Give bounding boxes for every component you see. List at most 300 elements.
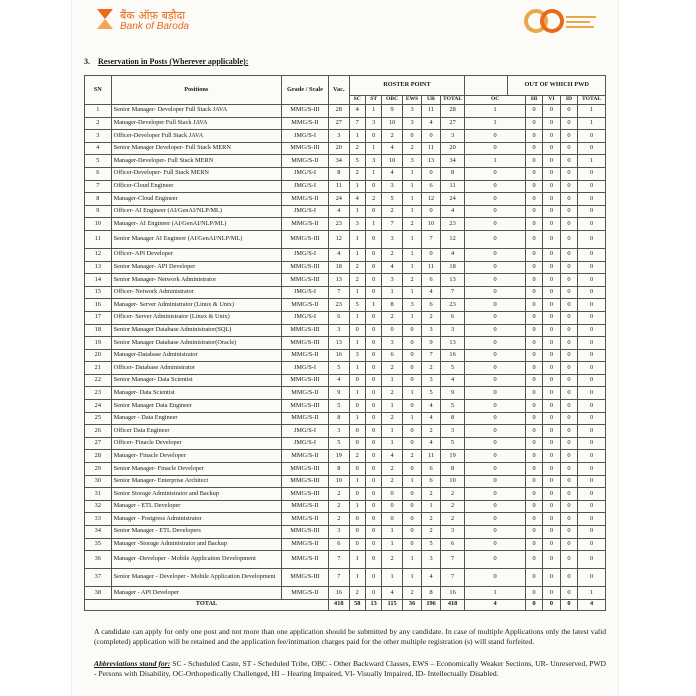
cell-pwd-hi: 0: [525, 142, 542, 155]
cell-roster-total: 7: [440, 286, 465, 299]
cell-vac: 13: [329, 337, 350, 350]
cell-roster-obc: 4: [382, 167, 403, 180]
cell-grade: MMG/S-III: [281, 324, 328, 337]
cell-pwd-hi: 0: [525, 337, 542, 350]
cell-roster-ews: 3: [402, 117, 421, 130]
table-row: [85, 513, 606, 526]
cell-pwd-total: 0: [578, 488, 606, 501]
cell-grade: MMG/S-III: [281, 261, 328, 274]
cell-roster-st: 0: [365, 130, 381, 143]
cell-vac: 19: [329, 450, 350, 463]
cell-roster-total: 23: [440, 218, 465, 231]
cell-grade: MMG/S-II: [281, 450, 328, 463]
cell-roster-ews: 0: [402, 463, 421, 476]
cell-roster-st: 0: [365, 463, 381, 476]
cell-pwd-id: 0: [560, 299, 577, 312]
cell-position: Senior Manager - Developer - Mobile Application Development: [111, 569, 281, 587]
cell-pwd-id: 0: [560, 488, 577, 501]
cell-pwd-hi: 0: [525, 105, 542, 118]
cell-roster-st: 0: [365, 569, 381, 587]
cell-pwd-total: 0: [578, 387, 606, 400]
cell-roster-total: 28: [440, 105, 465, 118]
cell-roster-ur: 8: [422, 587, 440, 600]
cell-roster-total: 19: [440, 450, 465, 463]
cell-roster-obc: 9: [382, 105, 403, 118]
cell-grade: JMG/S-I: [281, 362, 328, 375]
cell-sn: 18: [85, 324, 112, 337]
cell-grade: MMG/S-II: [281, 412, 328, 425]
col-header-pwd-oc: OC: [465, 96, 525, 105]
cell-roster-ews: 0: [402, 374, 421, 387]
cell-pwd-oc: 0: [465, 513, 525, 526]
document-page: [72, 0, 618, 696]
cell-sn: 5: [85, 155, 112, 168]
abbreviations-paragraph: [94, 659, 606, 678]
cell-position: Senior Manager - ETL Developers: [111, 526, 281, 539]
cell-roster-ur: 3: [422, 374, 440, 387]
cell-pwd-vi: 0: [543, 155, 560, 168]
cell-roster-obc: 5: [382, 193, 403, 206]
cell-position: Manager - API Developer: [111, 587, 281, 600]
cell-sn: 24: [85, 400, 112, 413]
cell-pwd-total: 0: [578, 526, 606, 539]
cell-pwd-hi: 0: [525, 400, 542, 413]
cell-roster-obc: 0: [382, 513, 403, 526]
col-header-pwd-id: ID: [560, 96, 577, 105]
cell-pwd-total: 0: [578, 374, 606, 387]
table-row: [85, 500, 606, 513]
cell-vac: 27: [329, 117, 350, 130]
cell-roster-ews: 3: [402, 155, 421, 168]
cell-sn: 30: [85, 475, 112, 488]
cell-roster-st: 0: [365, 180, 381, 193]
cell-vac: 2: [329, 513, 350, 526]
cell-pwd-vi: 0: [543, 437, 560, 450]
cell-roster-sc: 4: [349, 105, 365, 118]
table-row: [85, 551, 606, 569]
cell-roster-ur: 11: [422, 105, 440, 118]
cell-roster-sc: 0: [349, 437, 365, 450]
cell-pwd-total: 0: [578, 286, 606, 299]
header-spacer: [465, 76, 508, 96]
cell-pwd-id: 0: [560, 337, 577, 350]
table-row: [85, 450, 606, 463]
cell-roster-ur: 6: [422, 475, 440, 488]
col-header-pwd-total: TOTAL: [578, 96, 606, 105]
cell-roster-st: 0: [365, 349, 381, 362]
cell-position: Officer- Network Administrator: [111, 286, 281, 299]
cell-pwd-oc: 0: [465, 538, 525, 551]
cell-pwd-vi: 0: [543, 324, 560, 337]
cell-sn: 22: [85, 374, 112, 387]
cell-pwd-vi: 0: [543, 248, 560, 261]
cell-pwd-id: 0: [560, 142, 577, 155]
cell-pwd-id: 0: [560, 261, 577, 274]
cell-roster-sc: 2: [349, 167, 365, 180]
cell-roster-ur: 13: [422, 155, 440, 168]
cell-position: Manager -Developer - Mobile Application Development: [111, 551, 281, 569]
table-row: [85, 324, 606, 337]
cell-roster-ur: 6: [422, 180, 440, 193]
col-header-roster-ur: UR: [422, 96, 440, 105]
cell-sn: 34: [85, 526, 112, 539]
cell-roster-total: 3: [440, 526, 465, 539]
cell-position: Officer- API Developer: [111, 248, 281, 261]
cell-sn: 4: [85, 142, 112, 155]
cell-roster-st: 0: [365, 488, 381, 501]
cell-grade: MMG/S-II: [281, 299, 328, 312]
table-row: [85, 374, 606, 387]
cell-roster-ews: 0: [402, 400, 421, 413]
cell-roster-ews: 0: [402, 362, 421, 375]
cell-roster-total: 6: [440, 538, 465, 551]
table-total-row: [85, 599, 606, 610]
cell-sn: 26: [85, 425, 112, 438]
cell-roster-obc: 4: [382, 450, 403, 463]
cell-grade: MMG/S-II: [281, 193, 328, 206]
cell-pwd-hi: 0: [525, 450, 542, 463]
cell-roster-ur: 6: [422, 463, 440, 476]
cell-pwd-hi: 0: [525, 274, 542, 287]
cell-roster-ur: 4: [422, 117, 440, 130]
cell-roster-st: 0: [365, 311, 381, 324]
table-row: [85, 538, 606, 551]
cell-pwd-hi: 0: [525, 180, 542, 193]
section-heading: Reservation in Posts (Wherever applicable):: [98, 57, 249, 66]
cell-pwd-total: 0: [578, 337, 606, 350]
cell-roster-ur: 5: [422, 538, 440, 551]
cell-vac: 28: [329, 105, 350, 118]
cell-vac: 7: [329, 551, 350, 569]
cell-roster-sc: 2: [349, 261, 365, 274]
cell-grade: MMG/S-II: [281, 500, 328, 513]
cell-roster-total: 24: [440, 193, 465, 206]
cell-grade: MMG/S-III: [281, 475, 328, 488]
table-row: [85, 130, 606, 143]
cell-pwd-total: 0: [578, 412, 606, 425]
cell-position: Senior Storage Administrator and Backup: [111, 488, 281, 501]
cell-pwd-id: 0: [560, 324, 577, 337]
table-row: [85, 261, 606, 274]
cell-roster-ews: 1: [402, 412, 421, 425]
cell-roster-obc: 0: [382, 488, 403, 501]
cell-roster-ews: 0: [402, 437, 421, 450]
cell-roster-sc: 1: [349, 286, 365, 299]
cell-roster-obc: 4: [382, 587, 403, 600]
cell-pwd-total: 0: [578, 274, 606, 287]
table-row: [85, 412, 606, 425]
cell-pwd-total: 0: [578, 349, 606, 362]
cell-roster-total: 13: [440, 274, 465, 287]
cell-grade: MMG/S-II: [281, 117, 328, 130]
cell-roster-ur: 4: [422, 437, 440, 450]
cell-pwd-oc: 0: [465, 400, 525, 413]
cell-pwd-vi: 0: [543, 526, 560, 539]
cell-position: Manager- Data Scientist: [111, 387, 281, 400]
cell-grade: JMG/S-I: [281, 286, 328, 299]
cell-pwd-hi: 0: [525, 261, 542, 274]
cell-grade: JMG/S-I: [281, 425, 328, 438]
cell-roster-st: 3: [365, 117, 381, 130]
cell-pwd-vi: 0: [543, 513, 560, 526]
cell-roster-st: 1: [365, 167, 381, 180]
cell-position: Senior Manager Developer- Full Stack MERN: [111, 142, 281, 155]
cell-roster-obc: 7: [382, 218, 403, 231]
table-row: [85, 117, 606, 130]
cell-grade: MMG/S-II: [281, 587, 328, 600]
cell-roster-obc: 2: [382, 463, 403, 476]
table-row: [85, 362, 606, 375]
cell-total-roster-ur: 196: [422, 599, 440, 610]
cell-grade: MMG/S-III: [281, 526, 328, 539]
cell-roster-obc: 2: [382, 205, 403, 218]
cell-position: Senior Manager- Finacle Developer: [111, 463, 281, 476]
cell-pwd-oc: 0: [465, 425, 525, 438]
cell-roster-ur: 0: [422, 167, 440, 180]
cell-position: Senior Manager- Developer Full Stack JAVA: [111, 105, 281, 118]
cell-roster-obc: 1: [382, 437, 403, 450]
cell-roster-sc: 0: [349, 463, 365, 476]
cell-roster-ur: 7: [422, 349, 440, 362]
cell-roster-sc: 2: [349, 274, 365, 287]
cell-roster-st: 1: [365, 299, 381, 312]
cell-roster-st: 0: [365, 362, 381, 375]
cell-roster-obc: 3: [382, 274, 403, 287]
cell-pwd-oc: 0: [465, 193, 525, 206]
table-row: [85, 587, 606, 600]
cell-roster-ur: 2: [422, 425, 440, 438]
abbreviations-label: Abbreviations stand for:: [94, 659, 171, 668]
cell-pwd-id: 0: [560, 513, 577, 526]
cell-sn: 7: [85, 180, 112, 193]
cell-roster-total: 5: [440, 400, 465, 413]
cell-position: Manager - Postgress Administrator: [111, 513, 281, 526]
cell-pwd-oc: 0: [465, 142, 525, 155]
cell-roster-st: 1: [365, 218, 381, 231]
bank-logo: [94, 4, 214, 38]
cell-pwd-vi: 0: [543, 299, 560, 312]
cell-pwd-id: 0: [560, 167, 577, 180]
cell-pwd-id: 0: [560, 117, 577, 130]
cell-roster-total: 8: [440, 167, 465, 180]
cell-total-vac: 418: [329, 599, 350, 610]
cell-roster-sc: 1: [349, 387, 365, 400]
cell-roster-ews: 2: [402, 587, 421, 600]
table-row: [85, 437, 606, 450]
cell-total-pwd-total: 4: [578, 599, 606, 610]
cell-pwd-vi: 0: [543, 205, 560, 218]
table-row: [85, 400, 606, 413]
cell-grade: MMG/S-II: [281, 155, 328, 168]
cell-pwd-hi: 0: [525, 526, 542, 539]
cell-pwd-hi: 0: [525, 130, 542, 143]
cell-grade: JMG/S-I: [281, 311, 328, 324]
cell-grade: MMG/S-II: [281, 387, 328, 400]
cell-pwd-vi: 0: [543, 311, 560, 324]
cell-vac: 18: [329, 261, 350, 274]
cell-roster-sc: 3: [349, 218, 365, 231]
col-header-roster-sc: SC: [349, 96, 365, 105]
cell-position: Senior Manager Data Engineer: [111, 400, 281, 413]
cell-position: Officer-Developer- Full Stack MERN: [111, 167, 281, 180]
anniversary-emblem-icon: [520, 8, 600, 34]
cell-pwd-vi: 0: [543, 142, 560, 155]
cell-pwd-hi: 0: [525, 248, 542, 261]
cell-roster-st: 0: [365, 513, 381, 526]
bank-name: Bank of Baroda: [120, 21, 189, 32]
cell-roster-st: 0: [365, 337, 381, 350]
cell-total-pwd-hi: 0: [525, 599, 542, 610]
cell-roster-total: 4: [440, 205, 465, 218]
cell-pwd-vi: 0: [543, 117, 560, 130]
cell-sn: 16: [85, 299, 112, 312]
cell-pwd-oc: 0: [465, 569, 525, 587]
cell-pwd-hi: 0: [525, 569, 542, 587]
cell-pwd-total: 0: [578, 248, 606, 261]
cell-roster-ur: 4: [422, 286, 440, 299]
cell-grade: MMG/S-III: [281, 337, 328, 350]
cell-sn: 32: [85, 500, 112, 513]
cell-roster-obc: 8: [382, 299, 403, 312]
cell-roster-st: 0: [365, 425, 381, 438]
cell-sn: 38: [85, 587, 112, 600]
cell-roster-sc: 0: [349, 526, 365, 539]
cell-pwd-total: 0: [578, 167, 606, 180]
table-row: [85, 488, 606, 501]
cell-position: Senior Manager AI Engineer (AI/GenAI/NLP/ML): [111, 230, 281, 248]
cell-roster-ur: 3: [422, 551, 440, 569]
cell-roster-st: 0: [365, 500, 381, 513]
cell-roster-ur: 6: [422, 299, 440, 312]
cell-roster-ur: 0: [422, 130, 440, 143]
cell-pwd-oc: 0: [465, 299, 525, 312]
cell-grade: MMG/S-III: [281, 274, 328, 287]
cell-position: Officer-Cloud Engineer: [111, 180, 281, 193]
cell-roster-st: 0: [365, 538, 381, 551]
cell-grade: MMG/S-II: [281, 538, 328, 551]
cell-vac: 3: [329, 130, 350, 143]
cell-vac: 5: [329, 437, 350, 450]
cell-roster-ews: 1: [402, 261, 421, 274]
cell-roster-sc: 1: [349, 337, 365, 350]
cell-roster-st: 0: [365, 551, 381, 569]
cell-pwd-total: 0: [578, 500, 606, 513]
cell-roster-ews: 1: [402, 248, 421, 261]
table-row: [85, 218, 606, 231]
cell-position: Senior Manager Database Administrator(SQL): [111, 324, 281, 337]
cell-roster-sc: 0: [349, 425, 365, 438]
cell-pwd-total: 0: [578, 130, 606, 143]
cell-pwd-hi: 0: [525, 230, 542, 248]
cell-roster-st: 0: [365, 587, 381, 600]
cell-roster-total: 3: [440, 324, 465, 337]
cell-sn: 21: [85, 362, 112, 375]
cell-pwd-oc: 0: [465, 437, 525, 450]
cell-pwd-id: 0: [560, 500, 577, 513]
cell-pwd-oc: 0: [465, 205, 525, 218]
cell-roster-ews: 2: [402, 274, 421, 287]
cell-vac: 12: [329, 230, 350, 248]
cell-roster-ur: 12: [422, 193, 440, 206]
cell-roster-st: 0: [365, 324, 381, 337]
cell-pwd-id: 0: [560, 387, 577, 400]
cell-roster-ews: 0: [402, 500, 421, 513]
cell-roster-ews: 2: [402, 142, 421, 155]
cell-pwd-id: 0: [560, 475, 577, 488]
table-row: [85, 463, 606, 476]
cell-pwd-total: 0: [578, 218, 606, 231]
cell-roster-sc: 0: [349, 374, 365, 387]
cell-roster-obc: 3: [382, 230, 403, 248]
cell-pwd-hi: 0: [525, 463, 542, 476]
cell-roster-obc: 4: [382, 261, 403, 274]
cell-roster-sc: 0: [349, 324, 365, 337]
cell-pwd-oc: 0: [465, 349, 525, 362]
cell-roster-ews: 0: [402, 513, 421, 526]
cell-position: Officer-Developer Full Stack JAVA: [111, 130, 281, 143]
cell-roster-ews: 1: [402, 569, 421, 587]
col-header-pwd: OUT OF WHICH PWD: [508, 76, 606, 96]
cell-pwd-id: 0: [560, 538, 577, 551]
cell-vac: 23: [329, 218, 350, 231]
cell-roster-obc: 1: [382, 374, 403, 387]
table-row: [85, 387, 606, 400]
cell-sn: 23: [85, 387, 112, 400]
cell-roster-st: 0: [365, 286, 381, 299]
cell-pwd-total: 0: [578, 299, 606, 312]
cell-roster-ews: 0: [402, 130, 421, 143]
cell-vac: 7: [329, 286, 350, 299]
cell-roster-sc: 1: [349, 475, 365, 488]
cell-grade: MMG/S-III: [281, 569, 328, 587]
cell-pwd-oc: 0: [465, 362, 525, 375]
cell-sn: 28: [85, 450, 112, 463]
cell-roster-ews: 1: [402, 475, 421, 488]
cell-roster-st: 0: [365, 450, 381, 463]
cell-sn: 37: [85, 569, 112, 587]
note-paragraph: A candidate can apply for only one post and not more than one application should be submitted by any candidate. In case of multiple Applications only the latest valid (completed) application will be retained and the application fee/intimation charges paid for the other multiple registration (s) will stand forfeited.: [94, 627, 606, 646]
cell-pwd-vi: 0: [543, 488, 560, 501]
cell-vac: 13: [329, 274, 350, 287]
cell-pwd-vi: 0: [543, 286, 560, 299]
cell-position: Manager- Server Administrator (Linux & Unix): [111, 299, 281, 312]
cell-roster-obc: 6: [382, 349, 403, 362]
cell-pwd-oc: 0: [465, 374, 525, 387]
table-row: [85, 274, 606, 287]
cell-pwd-vi: 0: [543, 130, 560, 143]
cell-roster-total: 11: [440, 180, 465, 193]
cell-grade: JMG/S-I: [281, 167, 328, 180]
cell-grade: MMG/S-III: [281, 230, 328, 248]
cell-pwd-hi: 0: [525, 387, 542, 400]
cell-roster-total: 16: [440, 349, 465, 362]
cell-grade: JMG/S-I: [281, 205, 328, 218]
cell-pwd-hi: 0: [525, 286, 542, 299]
cell-roster-ur: 0: [422, 248, 440, 261]
cell-pwd-vi: 0: [543, 475, 560, 488]
cell-pwd-hi: 0: [525, 155, 542, 168]
cell-pwd-oc: 0: [465, 218, 525, 231]
reservation-table: [84, 75, 606, 611]
cell-sn: 35: [85, 538, 112, 551]
cell-position: Senior Manager- Network Administrator: [111, 274, 281, 287]
cell-sn: 17: [85, 311, 112, 324]
cell-roster-ews: 2: [402, 450, 421, 463]
table-row: [85, 337, 606, 350]
cell-pwd-id: 0: [560, 180, 577, 193]
cell-pwd-id: 0: [560, 526, 577, 539]
cell-vac: 9: [329, 387, 350, 400]
